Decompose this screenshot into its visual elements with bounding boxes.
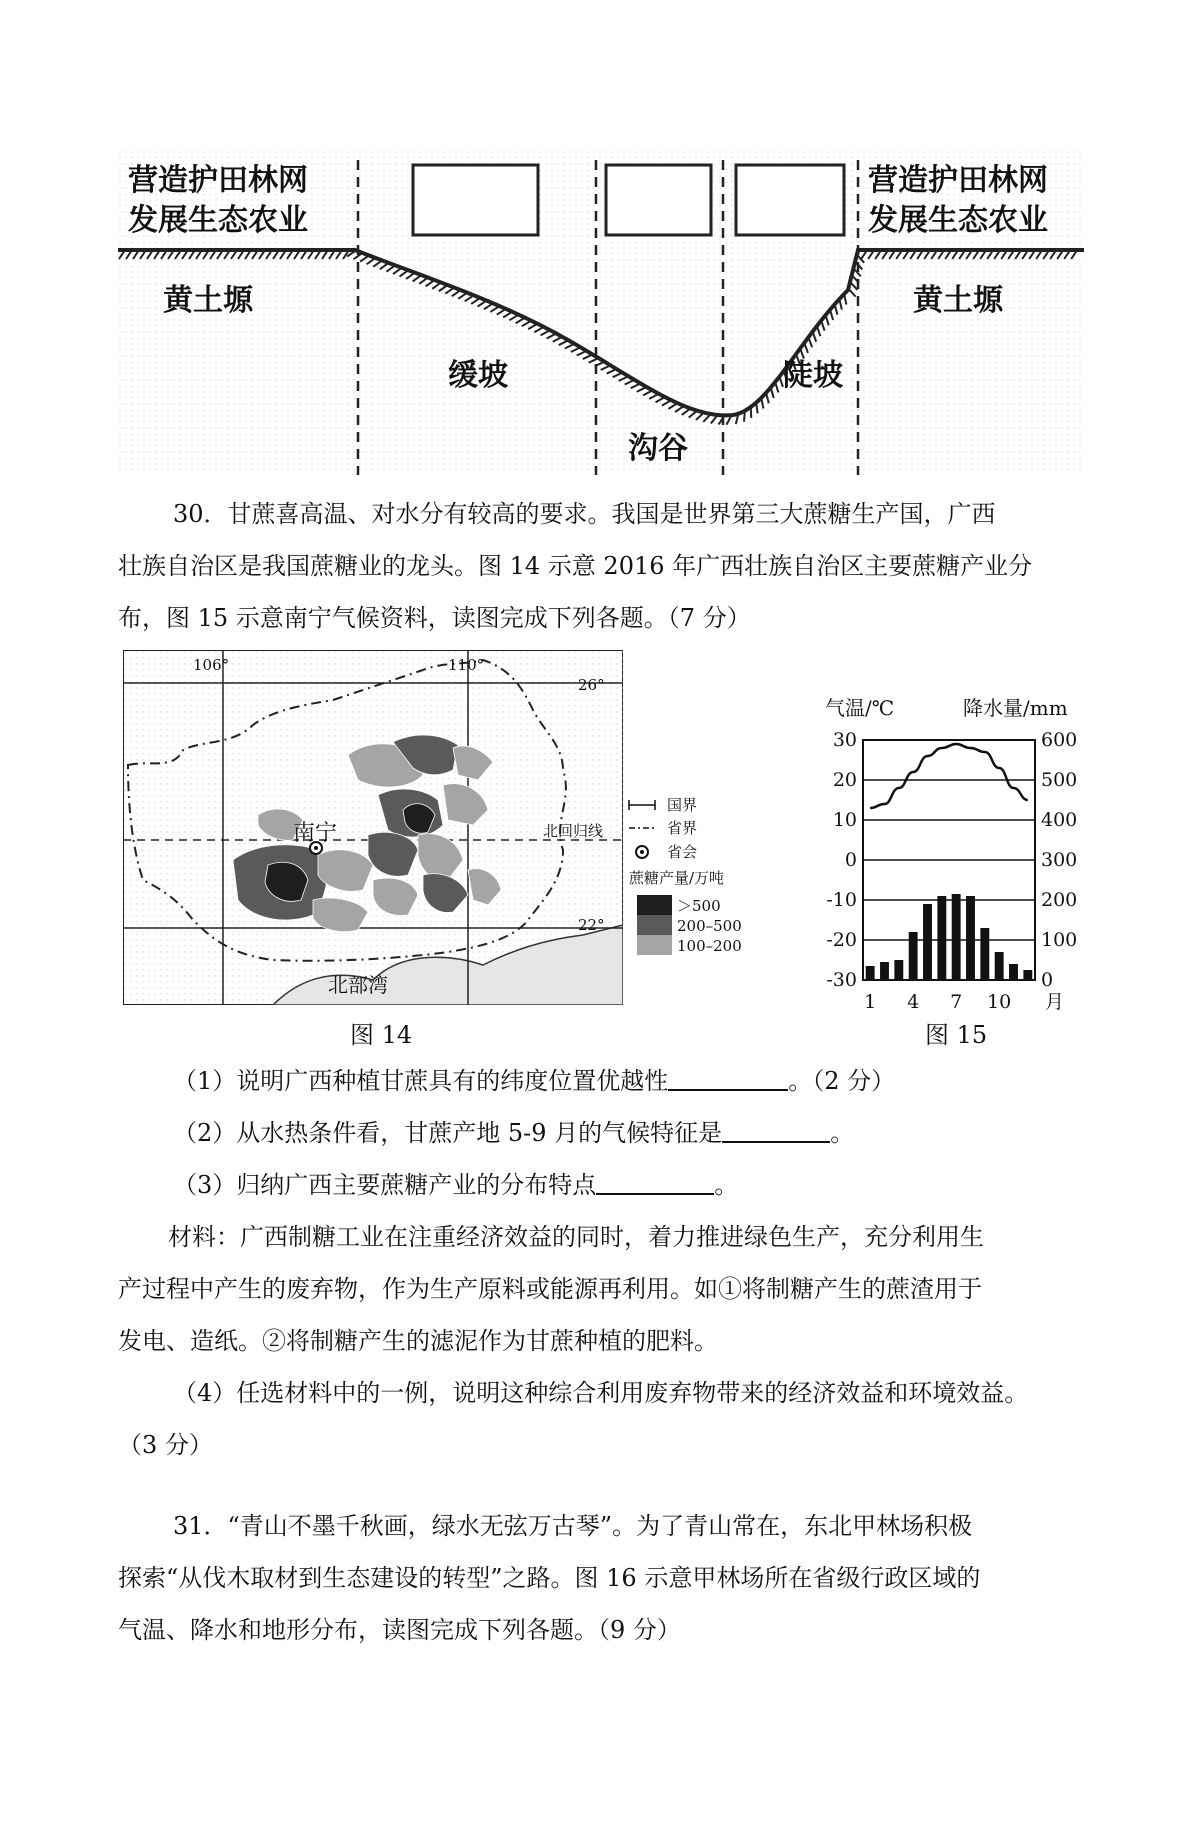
precip-bar <box>966 896 975 980</box>
precip-bar <box>1009 964 1018 980</box>
region-right: 黄土塬 <box>913 283 1003 318</box>
answer-box-2 <box>606 165 711 235</box>
q30-sub2 <box>118 1107 1088 1159</box>
q30-sub2-text: （2）从水热条件看，甘蔗产地 5-9 月的气候特征是 <box>173 1119 723 1147</box>
material-line-1: 材料：广西制糖工业在注重经济效益的同时，着力推进绿色生产，充分利用生 <box>168 1223 984 1251</box>
precip-tick-label: 0 <box>1041 969 1054 991</box>
temp-tick-label: 20 <box>832 769 857 791</box>
q30-sub1-text: （1）说明广西种植甘蔗具有的纬度位置优越性 <box>173 1067 669 1095</box>
gully-label: 沟谷 <box>628 431 688 466</box>
guangxi-sugar-map <box>123 650 623 1005</box>
temp-tick-label: -20 <box>826 929 857 951</box>
answer-blank-3[interactable] <box>596 1163 714 1195</box>
lat-26-label: 26° <box>578 676 605 694</box>
precip-bar <box>995 952 1004 980</box>
precip-bar <box>866 966 875 980</box>
answer-box-1 <box>413 165 538 235</box>
precip-bar <box>923 904 932 980</box>
precip-tick-label: 200 <box>1041 889 1078 911</box>
answer-box-3 <box>736 165 844 235</box>
loess-cross-section <box>118 150 1084 475</box>
legend-title: 蔗糖产量/万吨 <box>629 869 725 887</box>
q30-sub3-text: （3）归纳广西主要蔗糖产业的分布特点 <box>173 1171 597 1199</box>
map-legend <box>627 795 762 965</box>
precip-tick-label: 400 <box>1041 809 1078 831</box>
gulf-label: 北部湾 <box>328 973 388 997</box>
precip-bar <box>1023 970 1032 980</box>
left-label-line1: 营造护田林网 <box>128 163 308 198</box>
lon-110-label: 110° <box>448 656 485 674</box>
q31-line-3: 气温、降水和地形分布，读图完成下列各题。（9 分） <box>118 1616 681 1644</box>
precip-bar <box>894 960 903 980</box>
fig15-caption: 图 15 <box>925 1021 988 1049</box>
q31-line-1: 31．“青山不墨千秋画，绿水无弦万古琴”。为了青山常在，东北甲林场积极 <box>173 1512 973 1540</box>
gentle-slope-label: 缓坡 <box>448 358 508 393</box>
lat-22-label: 22° <box>578 916 605 934</box>
q30-sub3 <box>118 1159 1088 1211</box>
month-tick-label: 1 <box>864 991 877 1010</box>
precip-bar <box>952 894 961 980</box>
q30-sub1-score: 。（2 分） <box>788 1067 896 1095</box>
legend-high: ＞500 <box>677 897 721 915</box>
legend-low: 100–200 <box>677 937 742 955</box>
month-tick-label: 4 <box>907 991 920 1010</box>
precip-tick-label: 600 <box>1041 729 1078 751</box>
region-left: 黄土塬 <box>163 283 253 318</box>
legend-national-border: 国界 <box>667 796 698 814</box>
legend-province-border: 省界 <box>667 819 698 837</box>
month-unit: 月 <box>1045 991 1065 1010</box>
temp-tick-label: -30 <box>826 969 857 991</box>
nanning-climate-chart <box>825 690 1085 1010</box>
q30-sub4: （4）任选材料中的一例，说明这种综合利用废弃物带来的经济效益和环境效益。 <box>173 1379 1029 1407</box>
precip-tick-label: 100 <box>1041 929 1078 951</box>
q30-line-1: 30．甘蔗喜高温、对水分有较高的要求。我国是世界第三大蔗糖生产国，广西 <box>173 500 996 528</box>
q30-sub3-end: 。 <box>714 1171 739 1199</box>
steep-slope-label: 陡坡 <box>783 358 843 393</box>
temp-tick-label: 0 <box>844 849 857 871</box>
q30-sub1 <box>118 1055 1088 1107</box>
q30-sub4-score: （3 分） <box>118 1431 213 1459</box>
precip-bar <box>980 928 989 980</box>
q31-intro <box>118 1500 1088 1656</box>
tropic-label: 北回归线 <box>543 822 604 840</box>
precip-bar <box>937 896 946 980</box>
temp-tick-label: -10 <box>826 889 857 911</box>
answer-blank-1[interactable] <box>668 1059 788 1091</box>
precip-bar <box>880 962 889 980</box>
precip-tick-label: 300 <box>1041 849 1078 871</box>
temp-tick-label: 10 <box>832 809 857 831</box>
city-label: 南宁 <box>293 821 338 846</box>
right-label-line2: 发展生态农业 <box>868 203 1048 238</box>
material-line-3: 发电、造纸。②将制糖产生的滤泥作为甘蔗种植的肥料。 <box>118 1327 718 1355</box>
legend-capital: 省会 <box>667 843 698 861</box>
left-label-line2: 发展生态农业 <box>128 203 308 238</box>
q30-line-2: 壮族自治区是我国蔗糖业的龙头。图 14 示意 2016 年广西壮族自治区主要蔗糖产业分 <box>118 552 1033 580</box>
temp-axis-label: 气温/℃ <box>825 696 895 720</box>
q30-line-3: 布，图 15 示意南宁气候资料，读图完成下列各题。（7 分） <box>118 604 751 632</box>
precip-tick-label: 500 <box>1041 769 1078 791</box>
precip-bar <box>909 932 918 980</box>
q30-intro <box>118 488 1088 644</box>
precip-axis-label: 降水量/mm <box>963 696 1068 720</box>
month-tick-label: 10 <box>987 991 1012 1010</box>
legend-mid: 200–500 <box>677 917 742 935</box>
q30-sub2-end: 。 <box>830 1119 855 1147</box>
right-label-line1: 营造护田林网 <box>868 163 1048 198</box>
fig14-caption: 图 14 <box>350 1021 413 1049</box>
lon-106-label: 106° <box>193 656 230 674</box>
answer-blank-2[interactable] <box>722 1111 830 1143</box>
q30-subquestions <box>118 1055 1088 1471</box>
material-line-2: 产过程中产生的废弃物，作为生产原料或能源再利用。如①将制糖产生的蔗渣用于 <box>118 1275 982 1303</box>
month-tick-label: 7 <box>950 991 963 1010</box>
temp-tick-label: 30 <box>832 729 857 751</box>
q31-line-2: 探索“从伐木取材到生态建设的转型”之路。图 16 示意甲林场所在省级行政区域的 <box>118 1564 981 1592</box>
